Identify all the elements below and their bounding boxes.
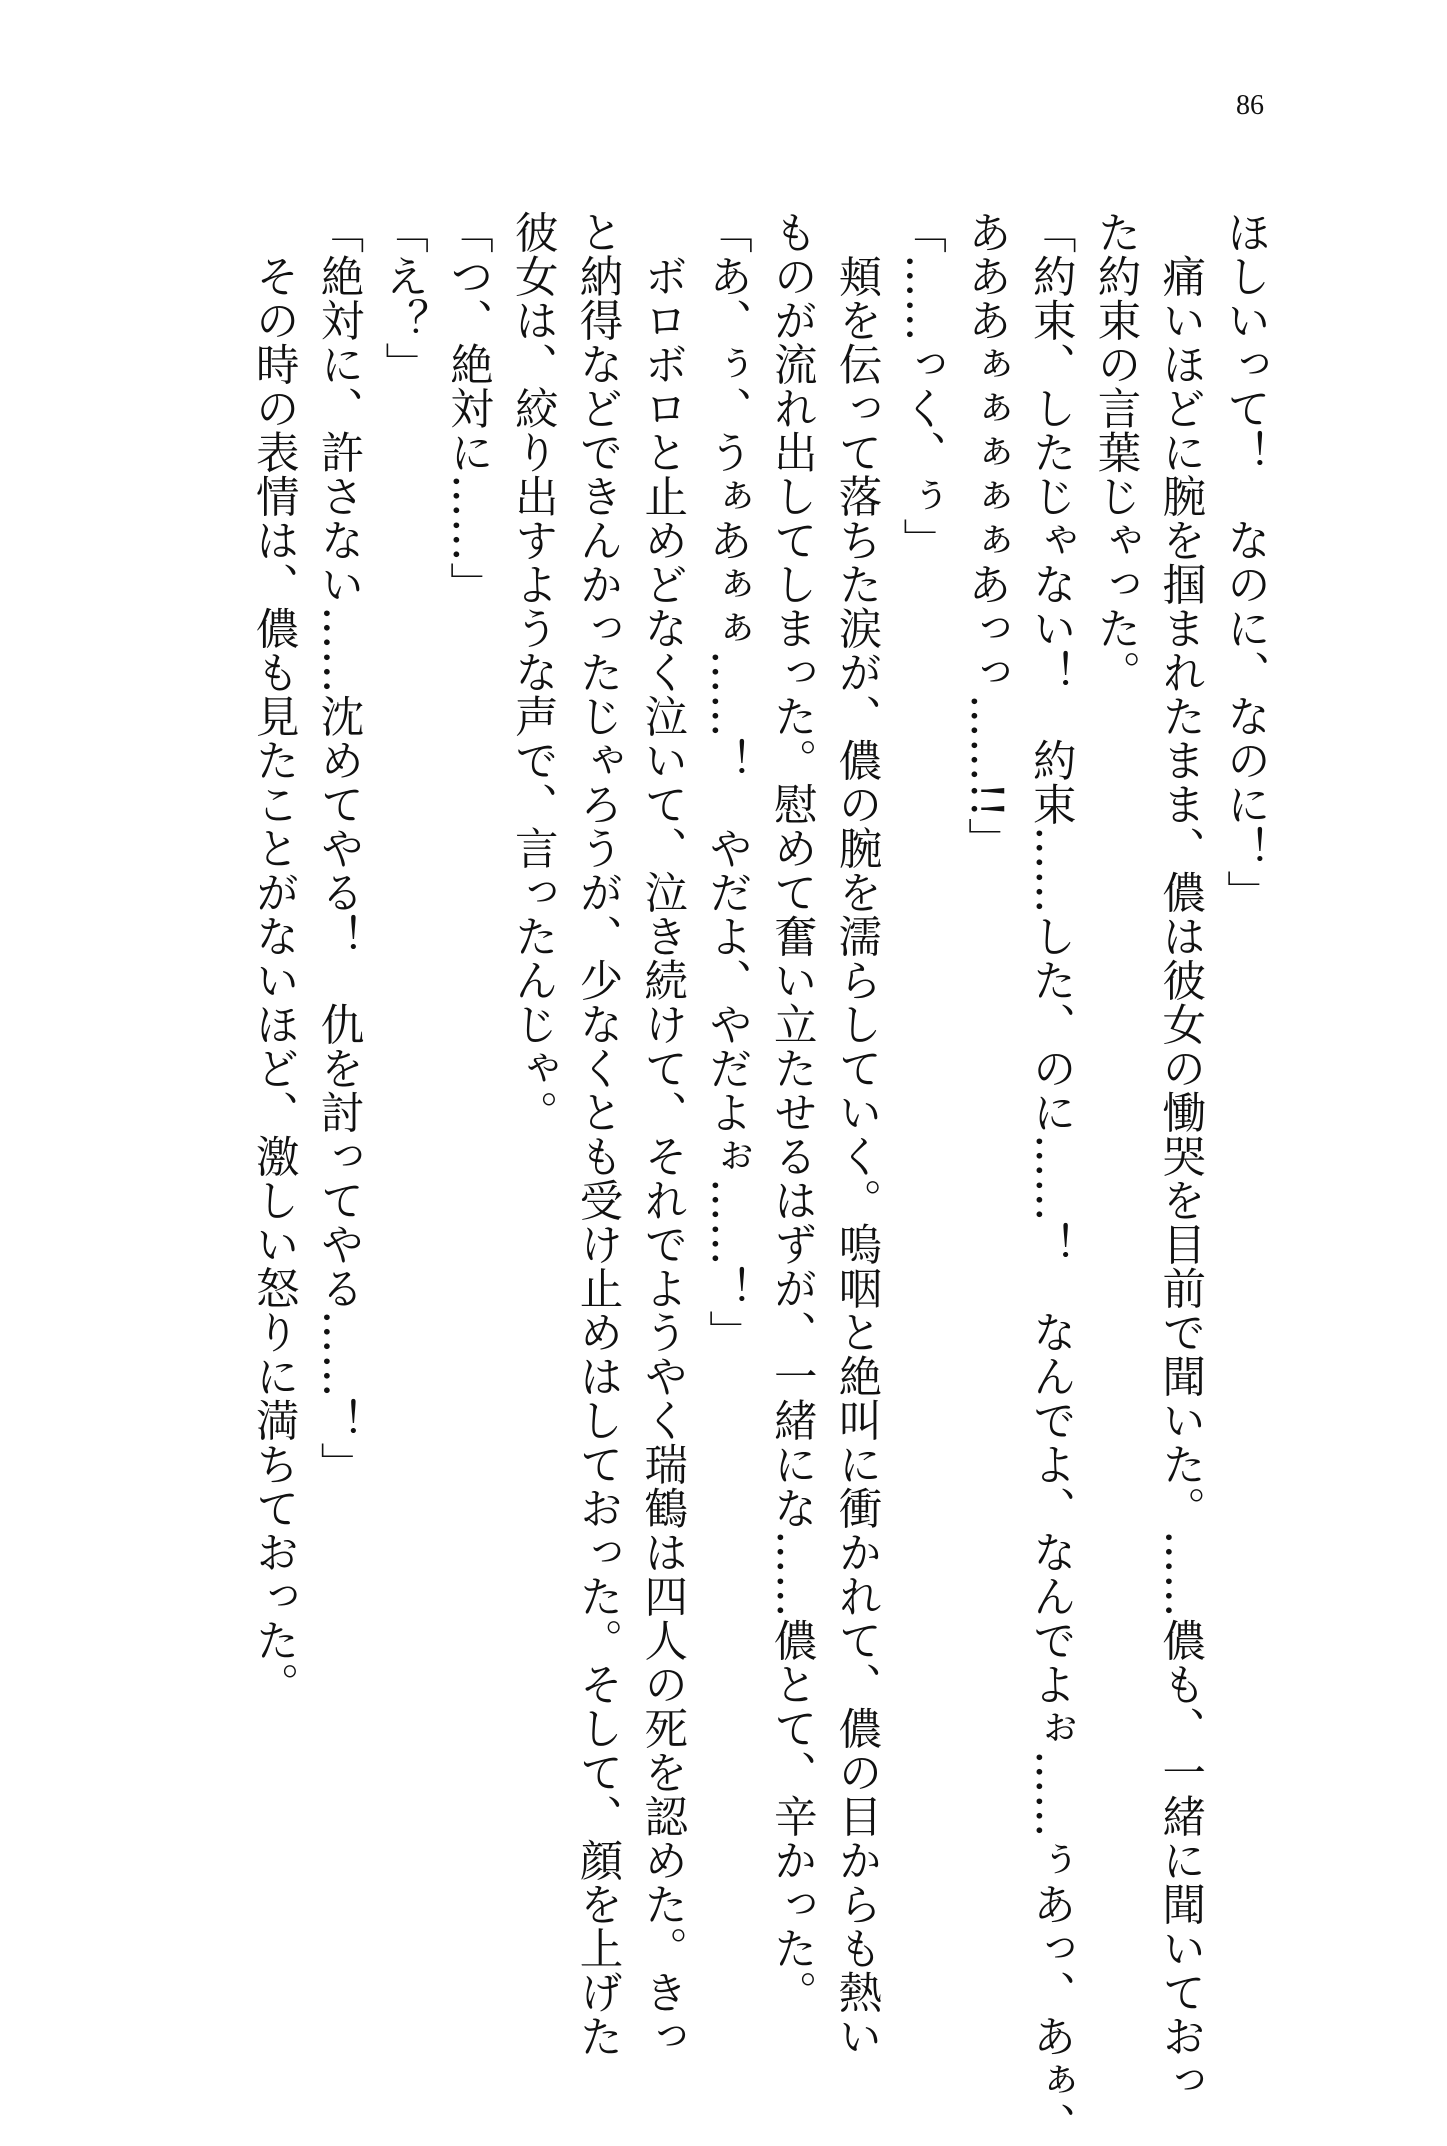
text-line: ボロボロと止めどなく泣いて、泣き続けて、それでようやく瑞鶴は四人の死を認めた。きっ (637, 210, 688, 2058)
body-text (241, 210, 1277, 2146)
text-line: 痛いほどに腕を掴まれたまま、儂は彼女の慟哭を目前で聞いた。……儂も、一緒に聞いておっ (1155, 210, 1206, 2102)
text-line: 「……っく、ぅ」 (896, 210, 947, 562)
text-line: ものが流れ出してしまった。慰めて奮い立たせるはずが、一緒にな……儂とて、辛かった。 (766, 210, 817, 2014)
text-line: と納得などできんかったじゃろうが、少なくとも受け止めはしておった。そして、顔を上げた (572, 210, 623, 2058)
text-line: 「絶対に、許さない……沈めてやる！ 仇を討ってやる……！」 (313, 210, 364, 1486)
page-number: 86 (1236, 90, 1264, 121)
text-line: その時の表情は、儂も見たことがないほど、激しい怒りに満ちておった。 (248, 210, 299, 1706)
text-line: た約束の言葉じゃった。 (1090, 210, 1141, 694)
text-line: 「約束、したじゃない！ 約束……した、のに……！ なんでよ、なんでよぉ……ぅあっ、あぁ、 (1025, 210, 1076, 2146)
text-line: 「え？」 (378, 210, 429, 386)
text-line: 「あ、ぅ、うぁあぁぁ……！ やだよ、やだよぉ……！」 (702, 210, 752, 1354)
text-line: あああぁぁぁぁぁあっっ……!!」 (961, 210, 1011, 862)
text-line: 彼女は、絞り出すような声で、言ったんじゃ。 (507, 210, 558, 1134)
text-line: 頬を伝って落ちた涙が、儂の腕を濡らしていく。嗚咽と絶叫に衝かれて、儂の目からも熱い (831, 210, 882, 2058)
text-line: 「つ、絶対に……」 (443, 210, 493, 606)
text-line: ほしいって！ なのに、なのに！」 (1220, 210, 1270, 914)
